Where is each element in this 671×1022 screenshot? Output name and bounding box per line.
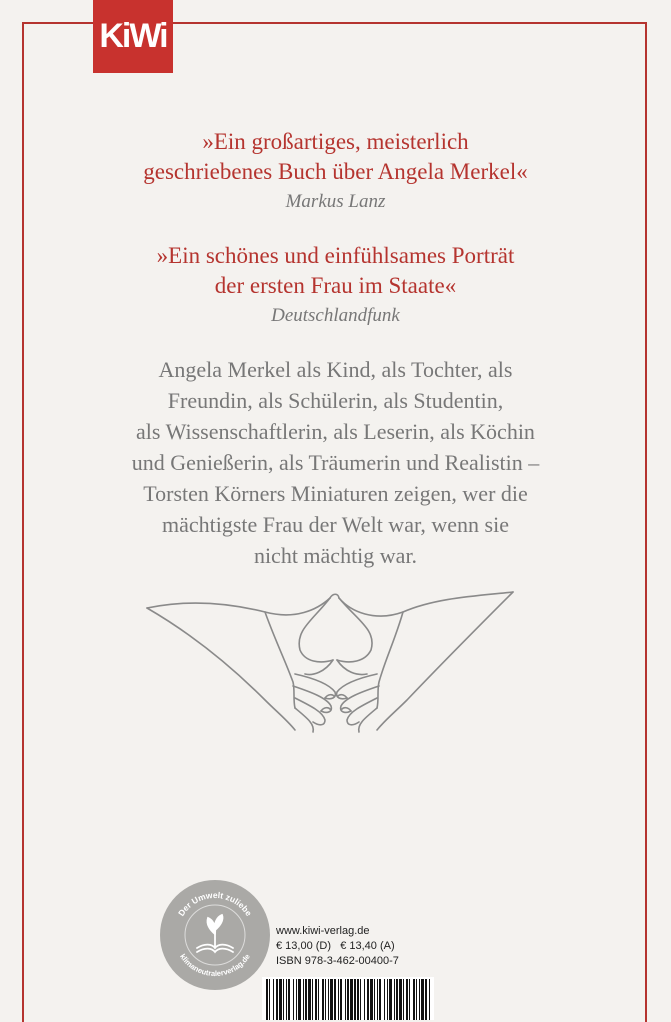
barcode-bar: [279, 979, 282, 1020]
quote-2-line-1: »Ein schönes und einfühlsames Porträt: [156, 243, 515, 268]
barcode-bar: [338, 979, 339, 1020]
barcode-bar: [421, 979, 424, 1020]
hands-illustration: [145, 590, 515, 740]
barcode-bar: [308, 979, 311, 1020]
barcode-bar: [334, 979, 336, 1020]
barcode-bar: [360, 979, 361, 1020]
blurb-line: Torsten Körners Miniaturen zeigen, wer die: [143, 481, 528, 506]
blurb-line: und Genießerin, als Träumerin und Realistin –: [131, 450, 540, 475]
blurb-line: nicht mächtig war.: [253, 543, 418, 568]
barcode-bar: [325, 979, 326, 1020]
barcode-bar: [413, 979, 415, 1020]
barcode-bar: [315, 979, 317, 1020]
barcode-bar: [350, 979, 353, 1020]
barcode-bar: [345, 979, 346, 1020]
quote-2: [0, 241, 671, 329]
barcode-bar: [409, 979, 410, 1020]
barcode-bar: [276, 979, 278, 1020]
badge-ring: [160, 880, 270, 990]
blurb-line: als Wissenschaftlerin, als Leserin, als Köchin: [136, 419, 535, 444]
barcode-bar: [364, 979, 365, 1020]
barcode-bar: [429, 979, 430, 1020]
barcode-bar: [273, 979, 274, 1020]
price-de: € 13,00 (D): [276, 940, 332, 952]
barcode-bar: [419, 979, 420, 1020]
barcode-bar: [347, 979, 349, 1020]
barcode-bar: [394, 979, 395, 1020]
barcode: [262, 977, 434, 1020]
barcode-bar: [379, 979, 381, 1020]
barcode-bar: [354, 979, 356, 1020]
climate-neutral-badge: [160, 880, 270, 990]
barcode-bar: [305, 979, 307, 1020]
barcode-bar: [340, 979, 342, 1020]
book-leaf-icon: [197, 915, 233, 952]
prices: [276, 939, 399, 954]
barcode-bar: [318, 979, 319, 1020]
logo-text: KiWi: [99, 17, 167, 55]
quote-1-line-1: »Ein großartiges, meisterlich: [202, 129, 469, 154]
quote-2-line-2: der ersten Frau im Staate«: [214, 273, 457, 298]
barcode-bar: [406, 979, 408, 1020]
barcode-bar: [328, 979, 329, 1020]
barcode-bar: [377, 979, 378, 1020]
barcode-bar: [374, 979, 375, 1020]
kiwi-logo: [93, 0, 173, 73]
blurb-line: mächtigste Frau der Welt war, wenn sie: [161, 512, 509, 537]
barcode-bar: [296, 979, 297, 1020]
badge-bottom-text: klimaneutralerverlag.de: [178, 952, 252, 979]
quote-1-author: Markus Lanz: [285, 191, 386, 212]
barcode-bar: [312, 979, 313, 1020]
barcode-bar: [399, 979, 402, 1020]
blurb-line: Angela Merkel als Kind, als Tochter, als: [158, 357, 513, 382]
badge-top-text: Der Umwelt zuliebe: [176, 889, 254, 918]
barcode-bar: [416, 979, 417, 1020]
quote-1: [0, 127, 671, 215]
barcode-bar: [403, 979, 404, 1020]
barcode-bar: [367, 979, 369, 1020]
barcode-bar: [370, 979, 373, 1020]
quote-2-author: Deutschlandfunk: [271, 305, 400, 326]
barcode-bar: [396, 979, 398, 1020]
barcode-bar: [298, 979, 301, 1020]
website: www.kiwi-verlag.de: [276, 925, 370, 937]
barcode-bar: [269, 979, 270, 1020]
barcode-bar: [293, 979, 294, 1020]
barcode-bar: [384, 979, 385, 1020]
barcode-bar: [425, 979, 427, 1020]
barcode-bar: [322, 979, 324, 1020]
barcode-bar: [387, 979, 388, 1020]
barcode-bar: [283, 979, 284, 1020]
barcode-bar: [286, 979, 287, 1020]
blurb: [0, 354, 671, 571]
quote-1-line-2: geschriebenes Buch über Angela Merkel«: [143, 159, 528, 184]
barcode-bar: [330, 979, 333, 1020]
barcode-bar: [288, 979, 290, 1020]
price-at: € 13,40 (A): [340, 940, 395, 952]
barcode-bar: [303, 979, 304, 1020]
barcode-bar: [357, 979, 359, 1020]
publisher-info: [276, 924, 399, 969]
blurb-line: Freundin, als Schülerin, als Studentin,: [167, 388, 504, 413]
isbn: ISBN 978-3-462-00400-7: [276, 955, 399, 967]
barcode-bar: [266, 979, 268, 1020]
barcode-bar: [389, 979, 392, 1020]
